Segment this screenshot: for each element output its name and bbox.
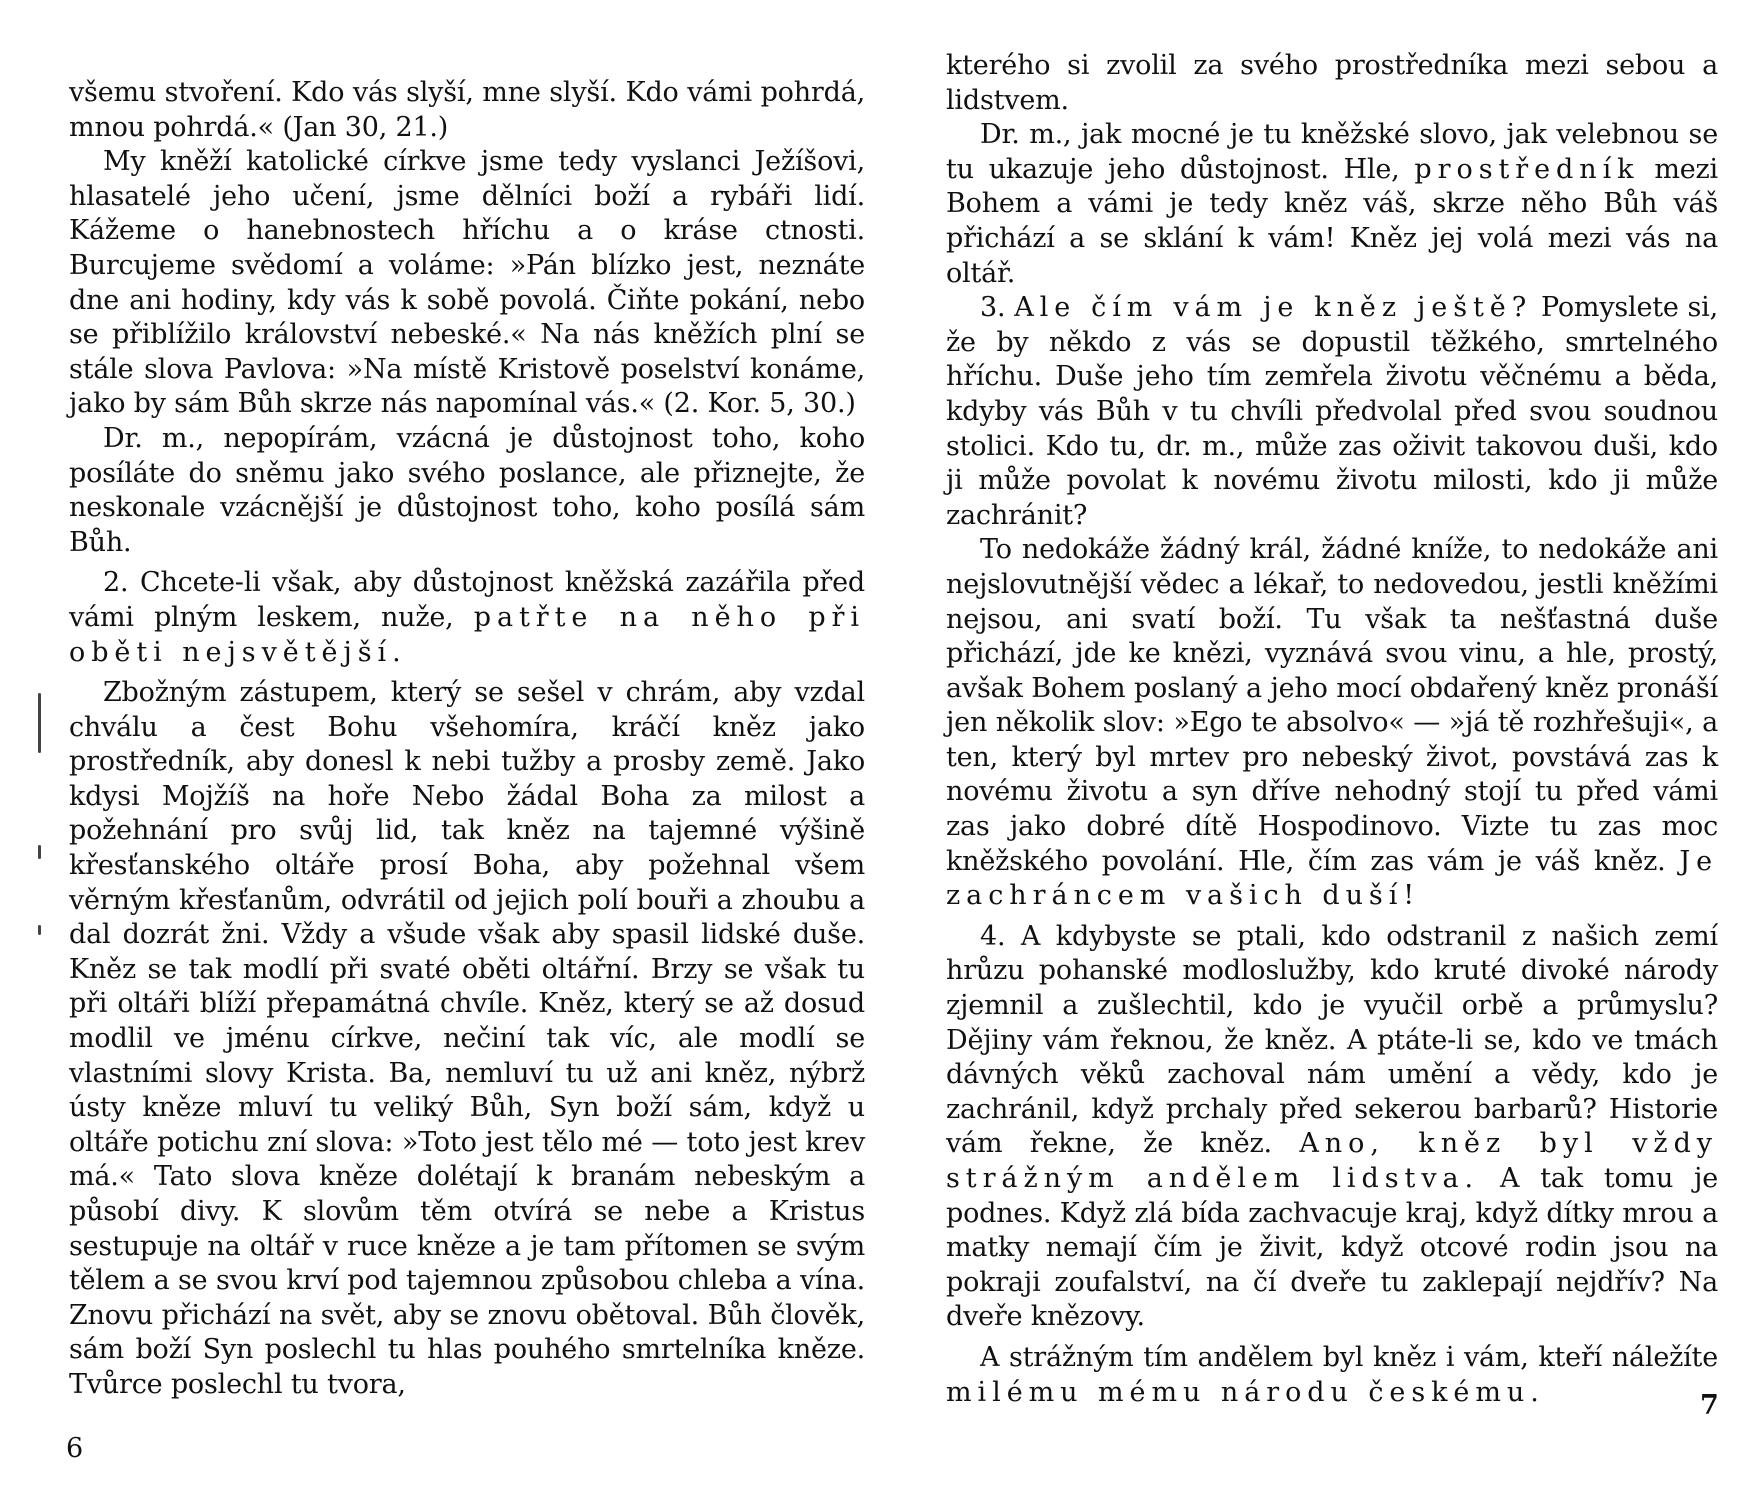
paragraph: kterého si zvolil za svého prostředníka mezi sebou a lidstvem. [946,50,1718,116]
paragraph-text: mezi Bohem a vámi je tedy kněz váš, skrze něho Bůh váš přichází a se sklání k vám! Kněz jej volá mezi vás na oltář. [946,153,1718,289]
section-number: 3. [980,292,1006,324]
emphasized-text: milému mému národu českému. [946,1376,1545,1408]
right-page [946,49,1718,1410]
paragraph [946,533,1718,914]
paragraph: všemu stvoření. Kdo vás slyší, mne slyší. Kdo vámi pohrdá, mnou pohrdá.« (Jan 30, 21.) [69,77,865,143]
paragraph-text: A strážným tím andělem byl kněz i vám, kteří náležíte [980,1341,1718,1373]
paragraph-text: 2. Chcete-li však, aby důstojnost kněžská zazářila před vámi plným leskem, nuže, [69,567,865,633]
emphasized-text: prostředník [1414,153,1640,185]
emphasized-text: Ano, kněz byl vždy strážným andělem lidstva. [946,1128,1718,1194]
paragraph: Dr. m., nepopírám, vzácná je důstojnost toho, koho posíláte do sněmu jako svého poslance, ale přiznejte, že neskonale vzácnější je důstojnost toho, koho posílá sám Bůh. [69,422,865,558]
emphasized-text: patřte na něho při oběti nejsvětější. [69,601,865,668]
page-number-right: 7 [1700,1390,1719,1421]
margin-pencil-mark [38,845,41,859]
page-number-left: 6 [66,1433,84,1464]
paragraph-text: To nedokáže žádný král, žádné kníže, to nedokáže ani nejslovutnější vědec a lékař, to nedovedou, jestli kněžími nejsou, ani svatí boží. Tu však ta nešťastná duše přichází, jde ke knězi, vyznává svou vinu, a hle, prostý, avšak Bohem poslaný a jeho mocí obdařený kněz pronáší jen několik slov: »Ego te absolvo« — »já tě rozhřešuji«, a ten, který byl mrtev pro nebeský život, povstává zas k novému životu a syn dříve nehodný stojí tu před vámi zas jako dobré dítě Hospodinovo. Vizte tu zas moc kněžského povolání. Hle, čím zas vám je váš kněz. [946,534,1718,877]
paragraph-text: A tak tomu je podnes. Když zlá bída zachvacuje kraj, když dítky mrou a matky nemají čím je živit, když otcové rodin jsou na pokraji zoufalství, na čí dveře tu zaklepají nejdřív? Na dveře knězovy. [946,1163,1718,1333]
left-page [69,76,865,1403]
emphasized-text: Je zachráncem vašich duší! [946,845,1718,912]
paragraph-text: Pomyslete si, že by někdo z vás se dopustil těžkého, smrtelného hříchu. Duše jeho tím zemřela životu věčnému a běda, kdyby vás Bůh v tu chvíli předvolal před svou soudnou stolici. Kdo tu, dr. m., může zas oživit takovou duši, kdo ji může povolat k novému životu milosti, kdo ji může zachránit? [946,292,1719,531]
section-3-paragraph [946,291,1718,533]
section-4-paragraph [946,920,1718,1335]
paragraph-text: Dr. m., jak mocné je tu kněžské slovo, jak velebnou se tu ukazuje jeho důstojnost. Hle, [946,119,1718,185]
margin-pencil-mark [38,693,41,753]
paragraph: My kněží katolické církve jsme tedy vyslanci Ježíšovi, hlasatelé jeho učení, jsme dělníci boží a rybáři lidí. Kážeme o hanebnostech hříchu a o kráse ctnosti. Burcujeme svědomí a voláme: »Pán blízko jest, neznáte dne ani hodiny, kdy vás k sobě povolá. Čiňte pokání, nebo se přiblížilo království nebeské.« Na nás kněžích plní se stále slova Pavlova: »Na místě Kristově poselství konáme, jako by sám Bůh skrze nás napomínal vás.« (2. Kor. 5, 30.) [69,146,865,420]
emphasized-text: Ale čím vám je kněz ještě? [1014,292,1533,324]
paragraph [946,118,1718,291]
section-2-paragraph [69,566,865,670]
paragraph-text: 4. A kdybyste se ptali, kdo odstranil z našich zemí hrůzu pohanské modloslužby, kdo kruté divoké národy zjemnil a zušlechtil, kdo je vyučil orbě a průmyslu? Dějiny vám řeknou, že kněz. A ptáte-li se, kdo ve tmách dávných věků zachoval nám umění a vědy, kdo je zachránil, když prchaly před sekerou barbarů? Historie vám řekne, že kněz. [946,920,1718,1160]
paragraph: Zbožným zástupem, který se sešel v chrám, aby vzdal chválu a čest Bohu všehomíra, kráčí kněz jako prostředník, aby donesl k nebi tužby a prosby země. Jako kdysi Mojžíš na hoře Nebo žádal Boha za milost a požehnání pro svůj lid, tak kněz na tajemné výšině křesťanského oltáře prosí Boha, aby požehnal všem věrným křesťanům, odvrátil od jejich polí bouři a zhoubu a dal dozrát žni. Vždy a všude však aby spasil lidské duše. Kněz se tak modlí při svaté oběti oltářní. Brzy se však tu při oltáři blíží přepamátná chvíle. Kněz, který se až dosud modlil ve jménu církve, nečiní tak víc, ale modlí se vlastními slovy Krista. Ba, nemluví tu už ani kněz, nýbrž ústy kněze mluví tu veliký Bůh, Syn boží sám, když u oltáře potichu zní slova: »Toto jest tělo mé — toto jest krev má.« Tato slova kněze dolétají k branám nebeským a působí divy. K slovům těm otvírá se nebe a Kristus sestupuje na oltář v ruce kněze a je tam přítomen se svým tělem a se svou krví pod tajemnou způsobou chleba a vína. Znovu přichází na svět, aby se znovu obětoval. Bůh člověk, sám boží Syn poslechl tu hlas pouhého smrtelníka kněze. Tvůrce poslechl tu tvora, [69,677,865,1400]
margin-pencil-mark [38,925,41,935]
paragraph [946,1341,1718,1410]
